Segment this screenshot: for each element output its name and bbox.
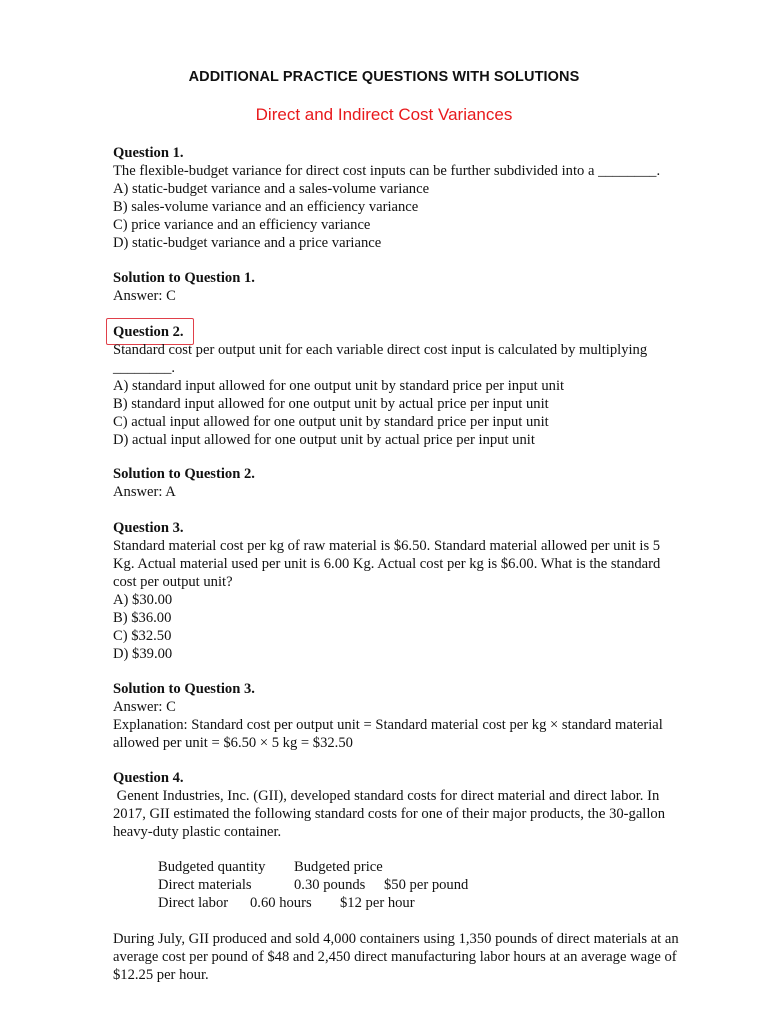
question-4-text-line3: heavy-duty plastic container. (113, 824, 282, 840)
solution-2-answer: Answer: A (113, 484, 176, 500)
question-3-option-c: C) $32.50 (113, 628, 172, 644)
solution-3-answer: Answer: C (113, 699, 176, 715)
question-1-option-c: C) price variance and an efficiency variance (113, 217, 371, 233)
table-row1-quantity: 0.30 pounds (294, 877, 366, 893)
page-title: ADDITIONAL PRACTICE QUESTIONS WITH SOLUTIONS (188, 69, 580, 85)
table-row1-label: Direct materials (158, 877, 252, 893)
question-2-text-line1: Standard cost per output unit for each variable direct cost input is calculated by multiplying (113, 342, 648, 358)
question-3-option-d: D) $39.00 (113, 646, 173, 662)
solution-3-explanation-line2: allowed per unit = $6.50 × 5 kg = $32.50 (113, 735, 353, 751)
question-4-title: Question 4. (113, 770, 184, 786)
question-3-text-line1: Standard material cost per kg of raw material is $6.50. Standard material allowed per unit is 5 (113, 538, 661, 554)
question-4-para-line1: During July, GII produced and sold 4,000 containers using 1,350 pounds of direct materials at an (113, 931, 679, 947)
table-header-quantity: Budgeted quantity (158, 859, 266, 875)
question-3-option-b: B) $36.00 (113, 610, 172, 626)
question-1-option-b: B) sales-volume variance and an efficiency variance (113, 199, 419, 215)
table-row1-price: $50 per pound (384, 877, 469, 893)
question-2-option-d: D) actual input allowed for one output unit by actual price per input unit (113, 432, 535, 448)
solution-3-explanation-line1: Explanation: Standard cost per output unit = Standard material cost per kg × standard material (113, 717, 663, 733)
question-1-title: Question 1. (113, 145, 184, 161)
question-4-para-line2: average cost per pound of $48 and 2,450 direct manufacturing labor hours at an average wage of (113, 949, 677, 965)
solution-1-title: Solution to Question 1. (113, 270, 255, 286)
question-3-option-a: A) $30.00 (113, 592, 173, 608)
table-row2-quantity: 0.60 hours (250, 895, 312, 911)
question-4-para-line3: $12.25 per hour. (113, 967, 209, 983)
question-3-text-line2: Kg. Actual material used per unit is 6.00 Kg. Actual cost per kg is $6.00. What is the standard (113, 556, 661, 572)
table-row2-label: Direct labor (158, 895, 229, 911)
table-header-price: Budgeted price (294, 859, 383, 875)
question-2-option-b: B) standard input allowed for one output unit by actual price per input unit (113, 396, 549, 412)
page-subtitle: Direct and Indirect Cost Variances (255, 105, 513, 124)
question-4-text-line2: 2017, GII estimated the following standard costs for one of their major products, the 30-gallon (113, 806, 665, 822)
question-2-option-a: A) standard input allowed for one output unit by standard price per input unit (113, 378, 565, 394)
question-1-option-a: A) static-budget variance and a sales-volume variance (113, 181, 430, 197)
question-4-text-line1: Genent Industries, Inc. (GII), developed standard costs for direct material and direct labor. In (113, 788, 660, 804)
question-1-option-d: D) static-budget variance and a price variance (113, 235, 382, 251)
table-row2-price: $12 per hour (340, 895, 415, 911)
question-2-title: Question 2. (113, 324, 184, 340)
question-2-text-line2: ________. (113, 360, 176, 376)
question-2-option-c: C) actual input allowed for one output unit by standard price per input unit (113, 414, 549, 430)
question-3-title: Question 3. (113, 520, 184, 536)
question-1-text: The flexible-budget variance for direct cost inputs can be further subdivided into a ________. (113, 163, 661, 179)
solution-2-title: Solution to Question 2. (113, 466, 255, 482)
solution-3-title: Solution to Question 3. (113, 681, 255, 697)
solution-1-answer: Answer: C (113, 288, 176, 304)
question-3-text-line3: cost per output unit? (113, 574, 233, 590)
